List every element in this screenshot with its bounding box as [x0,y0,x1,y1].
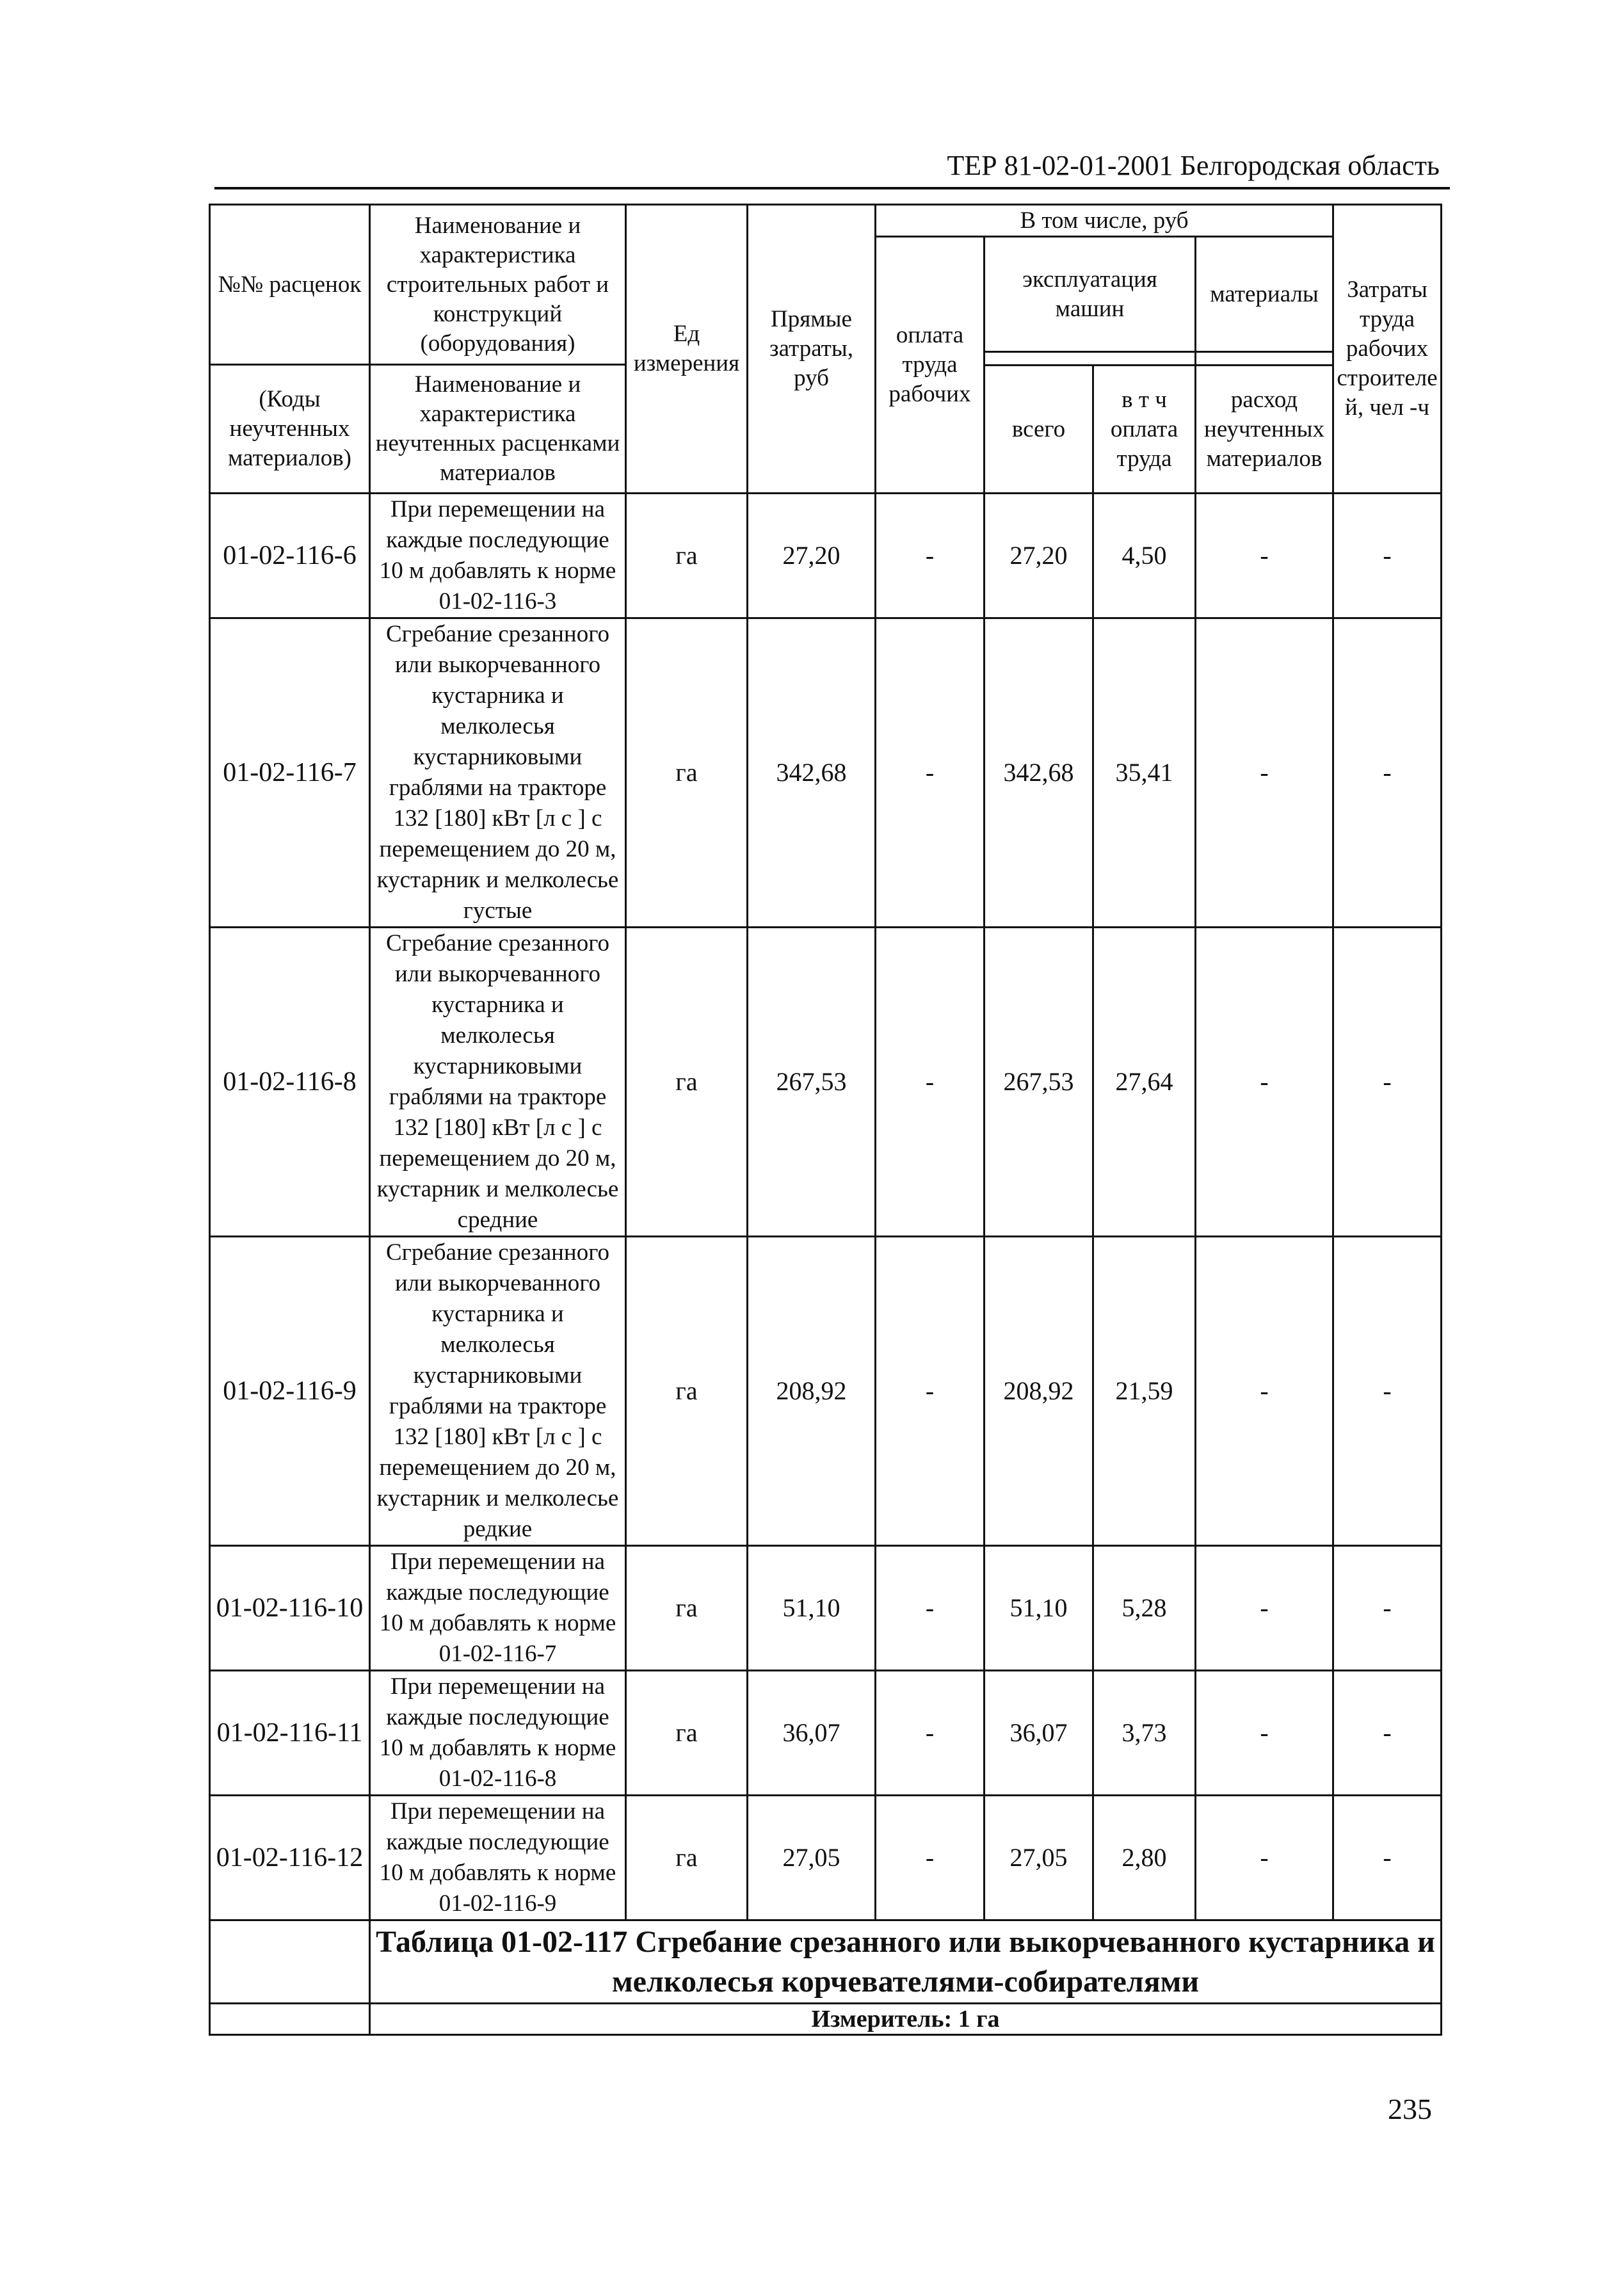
direct-cost: 27,20 [748,494,876,618]
rate-name: При перемещении на каждые последующие 10 м добавлять к норме 01-02-116-7 [370,1546,626,1671]
page-header [214,146,1450,189]
table-row [210,1546,1442,1671]
rate-code: 01-02-116-7 [210,618,370,928]
machines-labor: 27,64 [1093,928,1196,1237]
rate-name: Сгребание срезанного или выкорчеванного кустарника и мелколесья кустарниковыми граблями на тракторе 132 [180] кВт [л с ] с перемещением до 20 м, кустарник и мелколесье средние [370,928,626,1237]
machines-labor: 2,80 [1093,1796,1196,1920]
labor-cost: - [1333,494,1442,618]
labor-pay: - [876,928,985,1237]
materials: - [1196,928,1333,1237]
labor-cost: - [1333,618,1442,928]
labor-cost: - [1333,1796,1442,1920]
table-title: Таблица 01-02-117 Сгребание срезанного или выкорчеванного кустарника и мелколесья корчевателями-собирателями [370,1920,1442,2004]
machines-labor: 5,28 [1093,1546,1196,1671]
labor-pay: - [876,494,985,618]
direct-cost: 27,05 [748,1796,876,1920]
table-row [210,1237,1442,1546]
rate-name: Сгребание срезанного или выкорчеванного кустарника и мелколесья кустарниковыми граблями на тракторе 132 [180] кВт [л с ] с перемещением до 20 м, кустарник и мелколесье густые [370,618,626,928]
machines-total: 342,68 [985,618,1093,928]
labor-pay: - [876,1796,985,1920]
table-row [210,928,1442,1237]
header-materials: материалы [1196,237,1333,352]
rate-code: 01-02-116-10 [210,1546,370,1671]
machines-total: 27,20 [985,494,1093,618]
rate-name: Сгребание срезанного или выкорчеванного кустарника и мелколесья кустарниковыми граблями на тракторе 132 [180] кВт [л с ] с перемещением до 20 м, кустарник и мелколесье редкие [370,1237,626,1546]
direct-cost: 51,10 [748,1546,876,1671]
machines-labor: 4,50 [1093,494,1196,618]
header-name2: Наименование и характеристика неучтенных расценками материалов [370,365,626,494]
machines-total: 36,07 [985,1671,1093,1796]
materials: - [1196,1237,1333,1546]
direct-cost: 342,68 [748,618,876,928]
table-row [210,1671,1442,1796]
header-machines: эксплуатация машин [985,237,1196,352]
unit: га [626,1546,748,1671]
table-row [210,1796,1442,1920]
unit: га [626,494,748,618]
rate-code: 01-02-116-11 [210,1671,370,1796]
table-title-row [210,1920,1442,2004]
materials: - [1196,494,1333,618]
header-labor-pay: оплата труда рабочих [876,237,985,494]
rate-code: 01-02-116-12 [210,1796,370,1920]
materials: - [1196,618,1333,928]
labor-pay: - [876,1546,985,1671]
header-including: В том числе, руб [876,205,1333,237]
rate-code: 01-02-116-6 [210,494,370,618]
header-machines-total: всего [985,366,1093,494]
labor-pay: - [876,1237,985,1546]
header-unit: Ед измерения [626,205,748,494]
materials: - [1196,1546,1333,1671]
machines-total: 27,05 [985,1796,1093,1920]
document-title: ТЕР 81-02-01-2001 Белгородская область [947,150,1440,181]
labor-cost: - [1333,1237,1442,1546]
unit: га [626,1796,748,1920]
header-labor-cost: Затраты труда рабочих строителей, чел -ч [1333,205,1442,494]
rate-name: При перемещении на каждые последующие 10 м добавлять к норме 01-02-116-8 [370,1671,626,1796]
rates-table [209,204,1442,2036]
machines-total: 267,53 [985,928,1093,1237]
rate-name: При перемещении на каждые последующие 10 м добавлять к норме 01-02-116-3 [370,494,626,618]
materials: - [1196,1671,1333,1796]
materials: - [1196,1796,1333,1920]
unit: га [626,1237,748,1546]
labor-pay: - [876,618,985,928]
machines-labor: 3,73 [1093,1671,1196,1796]
unit: га [626,618,748,928]
header-material-usage: расход неучтенных материалов [1196,366,1333,494]
machines-total: 51,10 [985,1546,1093,1671]
meter-label: Измеритель: 1 га [370,2004,1442,2035]
labor-cost: - [1333,928,1442,1237]
header-machines-incl: в т ч оплата труда [1093,366,1196,494]
machines-labor: 35,41 [1093,618,1196,928]
table-row [210,494,1442,618]
rate-code: 01-02-116-8 [210,928,370,1237]
header-codes: (Коды неучтенных материалов) [210,365,370,494]
header-name: Наименование и характеристика строительных работ и конструкций (оборудования) [370,205,626,365]
machines-labor: 21,59 [1093,1237,1196,1546]
labor-pay: - [876,1671,985,1796]
labor-cost: - [1333,1546,1442,1671]
rate-code: 01-02-116-9 [210,1237,370,1546]
header-direct: Прямые затраты, руб [748,205,876,494]
direct-cost: 208,92 [748,1237,876,1546]
header-num: №№ расценок [210,205,370,365]
rate-name: При перемещении на каждые последующие 10 м добавлять к норме 01-02-116-9 [370,1796,626,1920]
machines-total: 208,92 [985,1237,1093,1546]
direct-cost: 36,07 [748,1671,876,1796]
direct-cost: 267,53 [748,928,876,1237]
header-row-1 [210,205,1442,237]
table-row [210,618,1442,928]
unit: га [626,928,748,1237]
meter-row [210,2004,1442,2035]
labor-cost: - [1333,1671,1442,1796]
unit: га [626,1671,748,1796]
page-number: 235 [1388,2093,1432,2125]
